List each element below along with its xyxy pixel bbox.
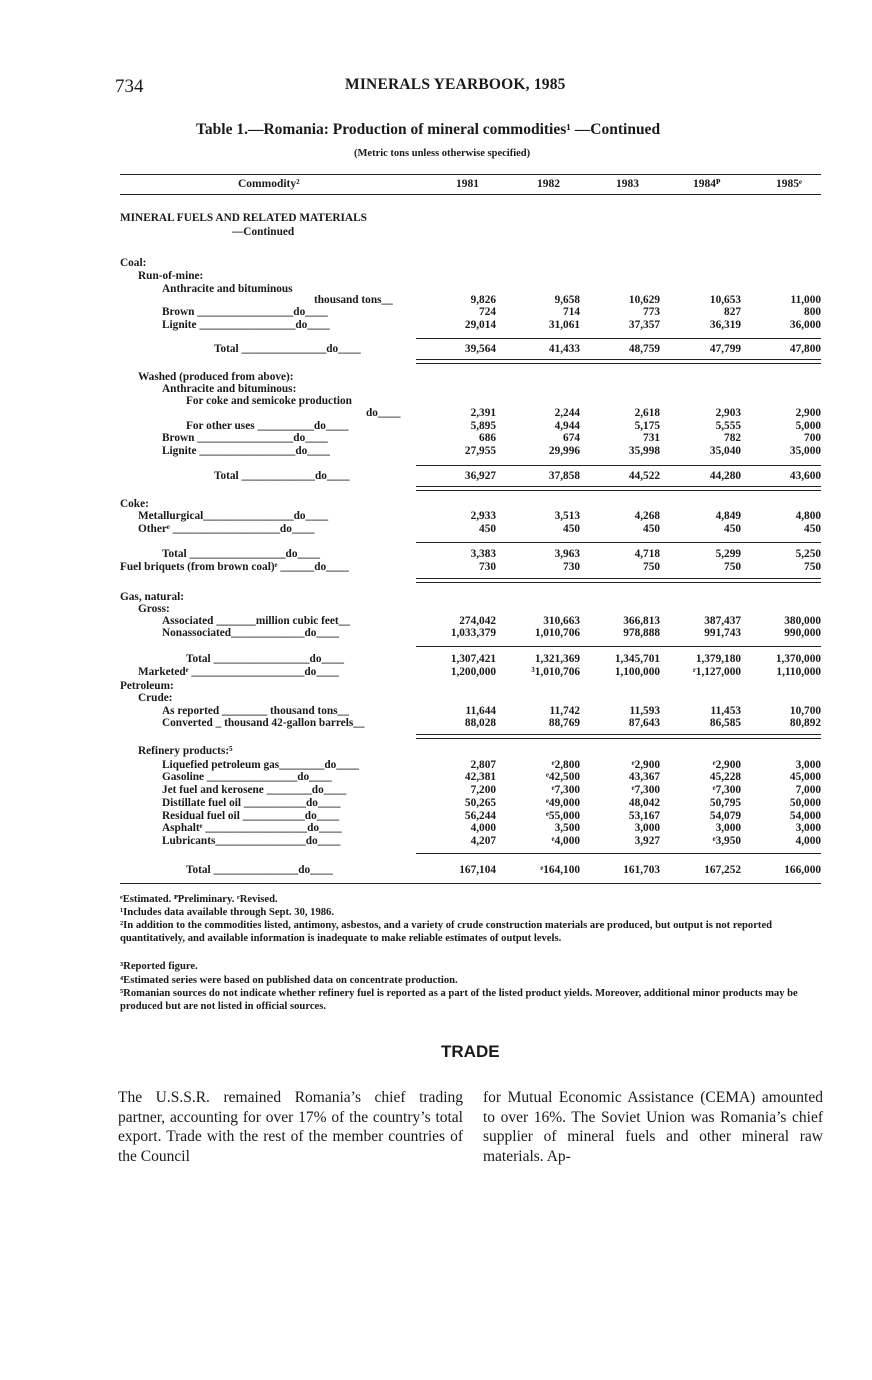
footnote-2: ²In addition to the commodities listed, antimony, asbestos, and a variety of crude construction materials are produced, but output is not reported quantitatively, and available information is inadequate to make reliable estimates of output levels.: [120, 920, 773, 944]
row-value: 88,769: [548, 717, 580, 729]
row-value: 80,892: [789, 717, 821, 729]
row-label: Fuel briquets (from brown coal)ᵉ ______do____: [120, 561, 349, 573]
row-value: 730: [479, 561, 496, 573]
row-label: Converted _ thousand 42-gallon barrels__: [162, 717, 365, 729]
table-row: [0, 797, 872, 810]
body-text-right-column: for Mutual Economic Assistance (CEMA) amounted to over 16%. The Soviet Union was Romania’s chief supplier of mineral fuels and other mineral raw materials. Ap-: [483, 1089, 823, 1165]
table-row: [0, 627, 872, 640]
row-value: 48,759: [628, 343, 660, 355]
row-value: 2,903: [715, 407, 741, 419]
row-value: 31,061: [548, 319, 580, 331]
table-bottom-rule: [120, 883, 821, 884]
row-value: 10,653: [709, 294, 741, 306]
row-value: 5,250: [795, 548, 821, 560]
row-value: 10,629: [628, 294, 660, 306]
row-label: Petroleum:: [120, 680, 174, 692]
table-row: [0, 226, 872, 239]
column-header-1981: 1981: [456, 178, 479, 190]
row-value: 730: [563, 561, 580, 573]
row-value: 450: [479, 523, 496, 535]
table-row: [0, 212, 872, 225]
row-value: 11,453: [710, 705, 741, 717]
row-value: 310,663: [543, 615, 580, 627]
row-label: Gross:: [138, 603, 170, 615]
row-value: 387,437: [704, 615, 741, 627]
row-label: Lignite _________________do____: [162, 445, 330, 457]
row-value: 35,000: [789, 445, 821, 457]
table-row: [0, 257, 872, 270]
row-value: 36,927: [464, 470, 496, 482]
row-value: 50,000: [789, 797, 821, 809]
table-row: [0, 270, 872, 283]
row-value: 4,849: [715, 510, 741, 522]
row-value: 167,252: [704, 864, 741, 876]
row-label: Total _____________do____: [214, 470, 350, 482]
table-row: [0, 653, 872, 666]
row-value: ³1,010,706: [531, 666, 580, 678]
row-value: 86,585: [709, 717, 741, 729]
total-rule: [416, 490, 821, 491]
table-row: [0, 771, 872, 784]
body-text-left-column: The U.S.S.R. remained Romania’s chief trading partner, accounting for over 17% of the country’s total export. Trade with the rest of the member countries of the Council: [118, 1089, 463, 1165]
row-value: ᵉ2,900: [712, 759, 741, 771]
row-value: 3,000: [795, 822, 821, 834]
row-value: 4,800: [795, 510, 821, 522]
table-row: [0, 561, 872, 574]
footnote-3: ³Reported figure.: [120, 961, 198, 972]
row-value: 47,799: [709, 343, 741, 355]
table-row: [0, 343, 872, 356]
total-rule: [416, 738, 821, 739]
row-value: 3,000: [795, 759, 821, 771]
row-value: 380,000: [784, 615, 821, 627]
row-label: —Continued: [232, 226, 295, 238]
row-value: 44,522: [628, 470, 660, 482]
row-label: Refinery products:⁵: [138, 745, 233, 757]
row-value: 773: [643, 306, 660, 318]
table-row: [0, 445, 872, 458]
row-value: 50,795: [709, 797, 741, 809]
row-value: 3,500: [554, 822, 580, 834]
footnote-5: ⁵Romanian sources do not indicate whether refinery fuel is reported as a part of the listed product yields. Moreover, additional minor products may be produced but are not listed in official sources.: [120, 988, 798, 1012]
row-value: 827: [724, 306, 741, 318]
table-row: [0, 835, 872, 848]
row-value: 10,700: [789, 705, 821, 717]
total-rule: [416, 486, 821, 487]
row-value: 450: [724, 523, 741, 535]
total-rule: [416, 359, 821, 360]
row-value: 56,244: [464, 810, 496, 822]
row-value: 4,000: [795, 835, 821, 847]
table-row: [0, 666, 872, 679]
row-value: 2,900: [795, 407, 821, 419]
row-label: do____: [366, 407, 401, 419]
row-value: 750: [724, 561, 741, 573]
row-value: 3,000: [715, 822, 741, 834]
row-label: Total _________________do____: [162, 548, 321, 560]
row-value: 41,433: [548, 343, 580, 355]
row-value: ᵉ49,000: [546, 797, 580, 809]
row-value: 42,381: [464, 771, 496, 783]
row-label: Total _________________do____: [186, 653, 345, 665]
row-value: 4,207: [470, 835, 496, 847]
column-header-1984: 1984ᴾ: [693, 178, 721, 190]
row-label: Anthracite and bituminous: [162, 283, 293, 295]
table-row: [0, 822, 872, 835]
row-value: 11,000: [790, 294, 821, 306]
row-value: 29,996: [548, 445, 580, 457]
row-value: 1,370,000: [775, 653, 821, 665]
column-header-1985: 1985ᵉ: [776, 178, 802, 190]
row-label: Marketedᵉ ____________________do____: [138, 666, 339, 678]
row-value: 166,000: [784, 864, 821, 876]
subtotal-rule: [416, 853, 821, 854]
row-value: 167,104: [459, 864, 496, 876]
table-title: Table 1.—Romania: Production of mineral commodities¹ —Continued: [196, 121, 661, 138]
row-value: 724: [479, 306, 496, 318]
row-value: ᵉ4,000: [551, 835, 580, 847]
row-value: 4,000: [470, 822, 496, 834]
row-label: Coke:: [120, 498, 149, 510]
row-label: Coal:: [120, 257, 147, 269]
row-value: 29,014: [464, 319, 496, 331]
row-value: 450: [643, 523, 660, 535]
row-value: ᵉ55,000: [546, 810, 580, 822]
row-value: 37,357: [628, 319, 660, 331]
row-value: ʳ1,127,000: [692, 666, 741, 678]
row-label: Brown _________________do____: [162, 432, 328, 444]
table-row: [0, 432, 872, 445]
row-value: 47,800: [789, 343, 821, 355]
total-rule: [416, 363, 821, 364]
row-value: 1,200,000: [450, 666, 496, 678]
row-label: Anthracite and bituminous:: [162, 383, 297, 395]
row-value: 1,379,180: [695, 653, 741, 665]
row-value: ᵉ164,100: [540, 864, 580, 876]
row-label: Total _______________do____: [214, 343, 361, 355]
row-value: ᵉ7,300: [551, 784, 580, 796]
row-value: 1,100,000: [614, 666, 660, 678]
row-value: 714: [563, 306, 580, 318]
row-label: Jet fuel and kerosene ________do____: [162, 784, 347, 796]
row-value: 5,000: [795, 420, 821, 432]
row-value: 2,244: [554, 407, 580, 419]
row-value: ᵉ2,800: [551, 759, 580, 771]
row-value: 161,703: [623, 864, 660, 876]
row-label: Crude:: [138, 692, 173, 704]
row-value: 2,807: [470, 759, 496, 771]
row-value: 48,042: [628, 797, 660, 809]
column-header-1983: 1983: [616, 178, 639, 190]
row-value: 11,644: [465, 705, 496, 717]
row-label: Nonassociated_____________do____: [162, 627, 339, 639]
table-row: [0, 717, 872, 730]
row-label: Liquefied petroleum gas________do____: [162, 759, 359, 771]
row-value: 7,000: [795, 784, 821, 796]
row-label: MINERAL FUELS AND RELATED MATERIALS: [120, 212, 367, 224]
row-value: 990,000: [784, 627, 821, 639]
column-header-1982: 1982: [537, 178, 560, 190]
row-value: 274,042: [459, 615, 496, 627]
row-value: 35,040: [709, 445, 741, 457]
table-row: [0, 692, 872, 705]
row-value: 674: [563, 432, 580, 444]
row-value: 450: [804, 523, 821, 535]
footnote-legend: ᵉEstimated. ᴾPreliminary. ʳRevised.: [120, 894, 278, 905]
row-value: 5,555: [715, 420, 741, 432]
table-row: [0, 548, 872, 561]
running-header: MINERALS YEARBOOK, 1985: [345, 76, 566, 93]
row-value: 750: [804, 561, 821, 573]
table-row: [0, 523, 872, 536]
row-value: 35,998: [628, 445, 660, 457]
row-label: As reported ________ thousand tons__: [162, 705, 349, 717]
row-value: 2,618: [634, 407, 660, 419]
row-label: Lignite _________________do____: [162, 319, 330, 331]
row-value: 991,743: [704, 627, 741, 639]
row-value: 5,175: [634, 420, 660, 432]
row-value: 4,718: [634, 548, 660, 560]
row-value: 45,228: [709, 771, 741, 783]
row-value: 1,110,000: [776, 666, 821, 678]
row-label: Gasoline ________________do____: [162, 771, 332, 783]
row-label: Gas, natural:: [120, 591, 185, 603]
row-value: 87,643: [628, 717, 660, 729]
footnote-4: ⁴Estimated series were based on published data on concentrate production.: [120, 975, 458, 986]
total-rule: [416, 582, 821, 583]
subtotal-rule: [416, 646, 821, 647]
row-value: ᵉ7,300: [631, 784, 660, 796]
row-value: 1,033,379: [450, 627, 496, 639]
row-value: 9,826: [470, 294, 496, 306]
row-value: 11,742: [549, 705, 580, 717]
table-row: [0, 319, 872, 332]
row-label: Brown _________________do____: [162, 306, 328, 318]
row-value: 3,513: [554, 510, 580, 522]
table-row: [0, 306, 872, 319]
row-value: 37,858: [548, 470, 580, 482]
row-value: 3,000: [634, 822, 660, 834]
row-label: thousand tons__: [314, 294, 393, 306]
row-label: Asphaltᵉ __________________do____: [162, 822, 342, 834]
row-value: 1,307,421: [450, 653, 496, 665]
row-label: Washed (produced from above):: [138, 371, 294, 383]
table-row: [0, 510, 872, 523]
row-label: Lubricants________________do____: [162, 835, 341, 847]
table-row: [0, 745, 872, 758]
row-value: 88,028: [464, 717, 496, 729]
row-value: 27,955: [464, 445, 496, 457]
row-label: Run-of-mine:: [138, 270, 204, 282]
row-value: 2,933: [470, 510, 496, 522]
row-value: ᵉ3,950: [712, 835, 741, 847]
row-value: ᵉ42,500: [546, 771, 580, 783]
row-label: Total _______________do____: [186, 864, 333, 876]
row-value: 800: [804, 306, 821, 318]
row-value: 1,321,369: [534, 653, 580, 665]
subtotal-rule: [416, 465, 821, 466]
column-header-commodity: Commodity²: [238, 178, 300, 190]
row-label: Distillate fuel oil ___________do____: [162, 797, 341, 809]
row-label: Otherᵉ ___________________do____: [138, 523, 315, 535]
table-subtitle: (Metric tons unless otherwise specified): [354, 148, 531, 159]
row-value: 3,383: [470, 548, 496, 560]
row-value: 36,000: [789, 319, 821, 331]
row-value: 750: [643, 561, 660, 573]
row-value: 1,010,706: [534, 627, 580, 639]
row-value: 53,167: [628, 810, 660, 822]
footnote-1: ¹Includes data available through Sept. 30, 1986.: [120, 907, 335, 918]
row-value: 4,268: [634, 510, 660, 522]
row-value: 450: [563, 523, 580, 535]
subtotal-rule: [416, 542, 821, 543]
row-value: 54,000: [789, 810, 821, 822]
row-value: 4,944: [554, 420, 580, 432]
table-row: [0, 470, 872, 483]
row-value: 11,593: [629, 705, 660, 717]
total-rule: [416, 734, 821, 735]
row-label: For coke and semicoke production: [186, 395, 352, 407]
row-label: Metallurgical________________do____: [138, 510, 329, 522]
page-number: 734: [115, 76, 144, 97]
row-value: 3,963: [554, 548, 580, 560]
subtotal-rule: [416, 338, 821, 339]
row-value: 7,200: [470, 784, 496, 796]
row-value: 5,895: [470, 420, 496, 432]
row-label: For other uses __________do____: [186, 420, 349, 432]
row-value: 686: [479, 432, 496, 444]
row-value: 3,927: [634, 835, 660, 847]
row-value: ᵉ7,300: [712, 784, 741, 796]
row-value: 978,888: [623, 627, 660, 639]
row-value: 43,367: [628, 771, 660, 783]
row-value: 54,079: [709, 810, 741, 822]
row-value: 9,658: [554, 294, 580, 306]
row-value: 366,813: [623, 615, 660, 627]
row-label: Associated _______million cubic feet__: [162, 615, 350, 627]
row-value: 39,564: [464, 343, 496, 355]
row-value: ᵉ2,900: [631, 759, 660, 771]
row-label: Residual fuel oil ___________do____: [162, 810, 340, 822]
row-value: 731: [643, 432, 660, 444]
row-value: 44,280: [709, 470, 741, 482]
row-value: 50,265: [464, 797, 496, 809]
table-row: [0, 407, 872, 420]
row-value: 36,319: [709, 319, 741, 331]
section-heading: TRADE: [441, 1042, 500, 1061]
row-value: 45,000: [789, 771, 821, 783]
row-value: 43,600: [789, 470, 821, 482]
table-row: [0, 784, 872, 797]
total-rule: [416, 578, 821, 579]
row-value: 2,391: [470, 407, 496, 419]
row-value: 700: [804, 432, 821, 444]
table-row: [0, 864, 872, 877]
row-value: 782: [724, 432, 741, 444]
row-value: 5,299: [715, 548, 741, 560]
row-value: 1,345,701: [614, 653, 660, 665]
